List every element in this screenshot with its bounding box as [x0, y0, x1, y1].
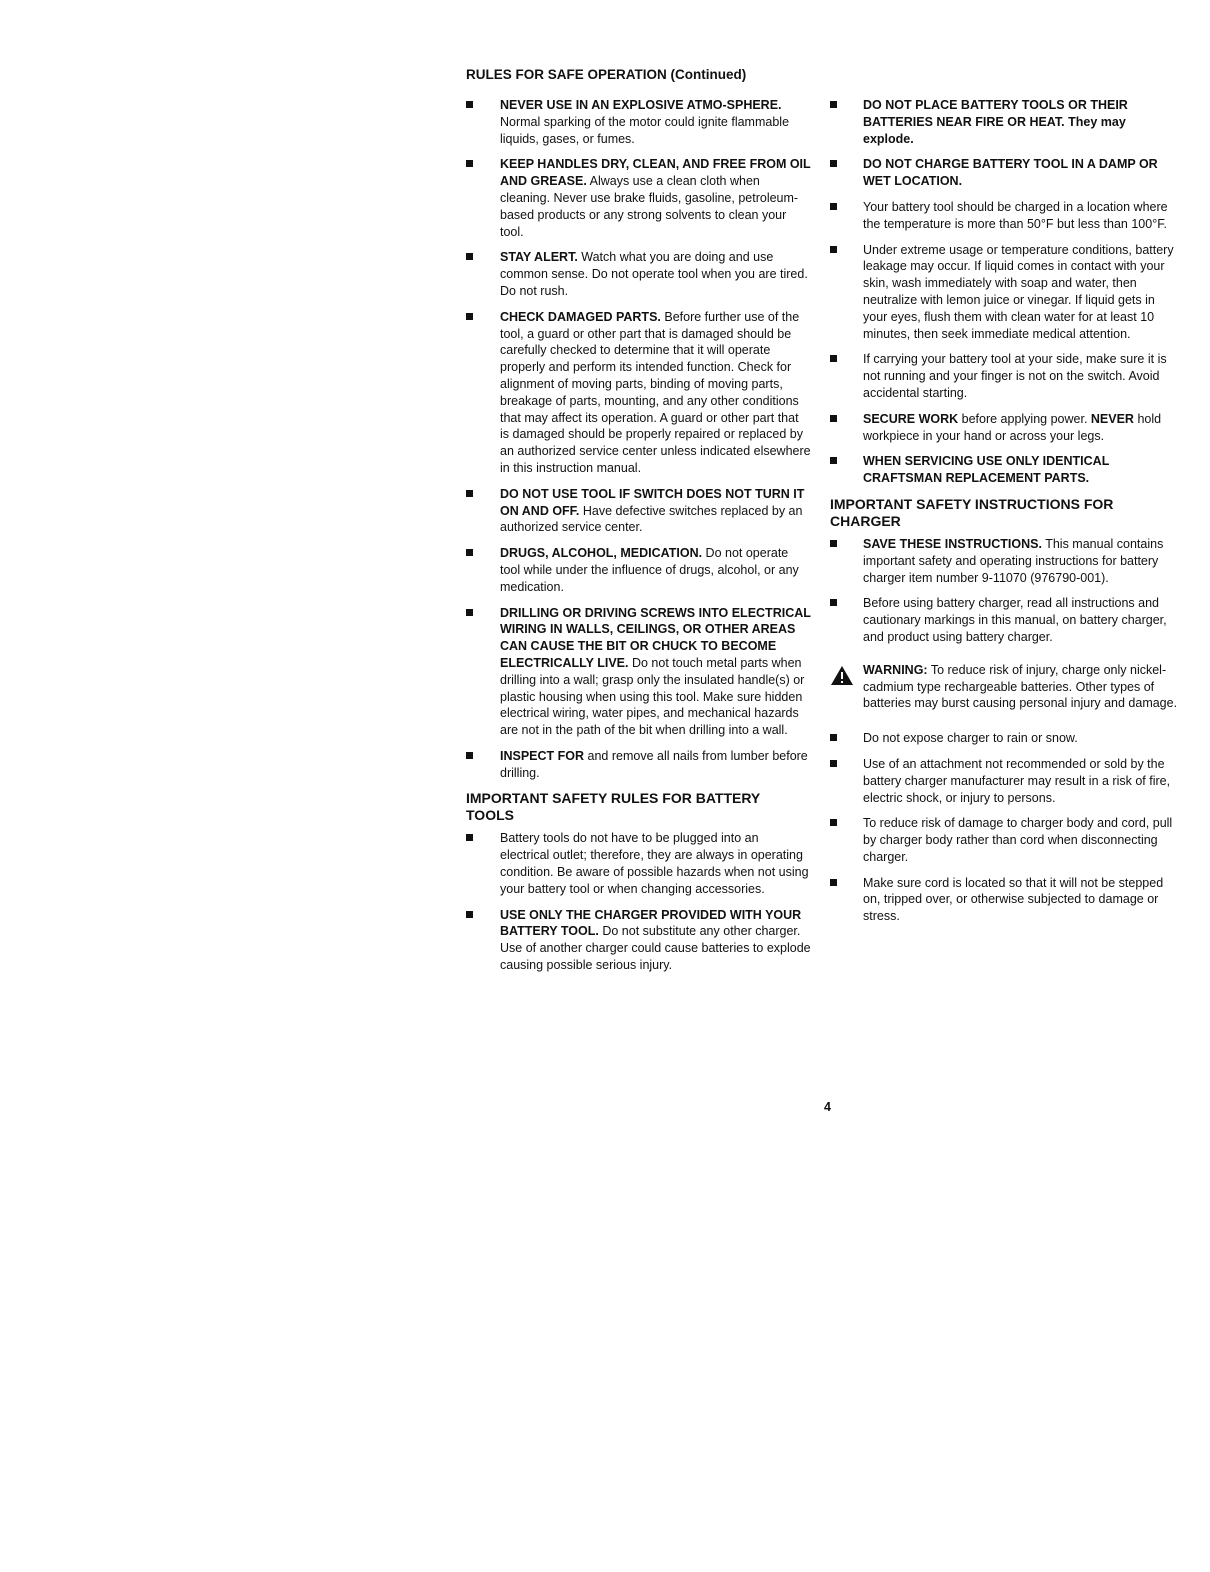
item-text: Watch what you are doing and use common sense. Do not operate tool when you are tired. Do not rush. — [500, 250, 808, 298]
bullet-icon — [830, 760, 837, 767]
list-item — [830, 536, 1178, 586]
item-text: Battery tools do not have to be plugged into an electrical outlet; therefore, they are always in operating condition. Be aware of possible hazards when not using your battery tool or when changing accessories. — [500, 831, 809, 896]
section-title-charger: IMPORTANT SAFETY INSTRUCTIONS FOR CHARGER — [830, 495, 1114, 529]
list-item — [830, 97, 1178, 147]
warning-block — [830, 662, 1178, 712]
item-lead-2: NEVER — [1090, 411, 1134, 426]
section-title-safe-operation: RULES FOR SAFE OPERATION (Continued) — [466, 67, 747, 82]
list-item — [466, 748, 811, 782]
item-text: before applying power. — [958, 411, 1091, 426]
item-lead: NEVER USE IN AN EXPLOSIVE ATMO-SPHERE. — [500, 98, 782, 112]
item-lead: DO NOT USE TOOL IF SWITCH DOES NOT TURN IT ON AND OFF. — [500, 486, 805, 518]
bullet-icon — [830, 540, 837, 547]
bullet-icon — [830, 246, 837, 253]
item-lead: CHECK DAMAGED PARTS. — [500, 309, 661, 324]
item-text: and remove all nails from lumber before drilling. — [500, 748, 808, 780]
right-column — [830, 97, 1178, 934]
item-text: Always use a clean cloth when cleaning. Never use brake fluids, gasoline, petroleum-based products or any strong solvents to clean your tool. — [500, 174, 799, 239]
item-text: This manual contains important safety and operating instructions for battery charger item number 9-11070 (976790-001). — [863, 536, 1164, 585]
item-text: Use of an attachment not recommended or sold by the battery charger manufacturer may result in a risk of fire, electric shock, or injury to persons. — [863, 756, 1171, 805]
list-item — [830, 595, 1178, 645]
list-item — [830, 199, 1178, 233]
bullet-icon — [830, 415, 837, 422]
item-lead: DRUGS, ALCOHOL, MEDICATION. — [500, 546, 703, 561]
bullet-icon — [830, 819, 837, 826]
item-text: Do not operate tool while under the influence of drugs, alcohol, or any medication. — [500, 546, 799, 594]
bullet-icon — [466, 609, 473, 616]
warning-triangle-icon — [830, 665, 854, 686]
list-item — [830, 756, 1178, 806]
warning-text: To reduce risk of injury, charge only nickel-cadmium type rechargeable batteries. Other types of batteries may burst causing personal injury and damage. — [863, 662, 1178, 711]
list-item — [466, 156, 811, 240]
list-item — [466, 486, 811, 536]
item-lead: DO NOT CHARGE BATTERY TOOL IN A DAMP OR WET LOCATION. — [863, 157, 1158, 189]
bullet-icon — [466, 313, 473, 320]
item-lead: WHEN SERVICING USE ONLY IDENTICAL CRAFTSMAN REPLACEMENT PARTS. — [863, 454, 1110, 486]
warning-label: WARNING: — [863, 662, 928, 677]
item-text-2: hold workpiece in your hand or across your legs. — [863, 411, 1162, 443]
list-item — [830, 411, 1178, 445]
list-item — [466, 907, 811, 974]
bullet-icon — [466, 253, 473, 260]
list-item — [830, 351, 1178, 401]
list-item — [466, 605, 811, 739]
bullet-icon — [830, 599, 837, 606]
item-text: To reduce risk of damage to charger body and cord, pull by charger body rather than cord when disconnecting charger. — [863, 816, 1173, 864]
bullet-icon — [830, 203, 837, 210]
item-text: Before using battery charger, read all instructions and cautionary markings in this manual, on battery charger, and product using battery charger. — [863, 596, 1167, 644]
section-title-battery-tools: IMPORTANT SAFETY RULES FOR BATTERY TOOLS — [466, 790, 761, 824]
left-column — [466, 66, 811, 983]
bullet-icon — [466, 911, 473, 918]
bullet-icon — [830, 734, 837, 741]
bullet-icon — [830, 101, 837, 108]
item-text: Do not substitute any other charger. Use of another charger could cause batteries to explode causing possible serious injury. — [500, 924, 811, 973]
item-text: Normal sparking of the motor could ignite flammable liquids, gases, or fumes. — [500, 114, 790, 146]
item-text: Under extreme usage or temperature conditions, battery leakage may occur. If liquid comes in contact with your skin, wash immediately with soap and water, then neutralize with lemon juice or vinegar. If liquid gets in your eyes, flush them with clean water for at least 10 minutes, then seek immediate medical attention. — [863, 242, 1174, 341]
list-item — [830, 156, 1178, 190]
item-text: Before further use of the tool, a guard or other part that is damaged should be carefully checked to determine that it will operate properly and perform its intended function. Check for alignment of moving parts, binding of moving parts, breakage of parts, mounting, and any other conditions that may affect its operation. A guard or other part that is damaged should be properly repaired or replaced by an authorized service center unless indicated elsewhere in this instruction manual. — [500, 309, 811, 475]
item-lead: SECURE WORK — [863, 411, 959, 426]
item-lead: USE ONLY THE CHARGER PROVIDED WITH YOUR BATTERY TOOL. — [500, 907, 802, 939]
list-item — [830, 730, 1178, 747]
item-text: If carrying your battery tool at your side, make sure it is not running and your finger is not on the switch. Avoid accidental starting. — [863, 352, 1167, 400]
bullet-icon — [466, 752, 473, 759]
bullet-icon — [830, 355, 837, 362]
bullet-icon — [466, 834, 473, 841]
item-lead: INSPECT FOR — [500, 748, 585, 763]
bullet-icon — [466, 160, 473, 167]
list-item — [830, 875, 1178, 925]
list-item — [466, 249, 811, 299]
bullet-icon — [466, 490, 473, 497]
list-item — [466, 97, 811, 147]
item-lead: DRILLING OR DRIVING SCREWS INTO ELECTRICAL WIRING IN WALLS, CEILINGS, OR OTHER AREAS CAN CAUSE THE BIT OR CHUCK TO BECOME ELECTRICALLY LIVE. — [500, 605, 811, 670]
list-item — [830, 242, 1178, 343]
list-item — [466, 309, 811, 477]
item-text: Make sure cord is located so that it will not be stepped on, tripped over, or otherwise subjected to damage or stress. — [863, 875, 1164, 924]
list-item — [466, 545, 811, 595]
item-lead: STAY ALERT. — [500, 250, 578, 265]
item-lead: DO NOT PLACE BATTERY TOOLS OR THEIR BATTERIES NEAR FIRE OR HEAT. They may explode. — [863, 98, 1128, 146]
page-number: 4 — [824, 1100, 831, 1114]
item-text: Do not expose charger to rain or snow. — [863, 731, 1078, 746]
bullet-icon — [466, 549, 473, 556]
item-lead: SAVE THESE INSTRUCTIONS. — [863, 536, 1042, 551]
item-text: Do not touch metal parts when drilling into a wall; grasp only the insulated handle(s) or plastic housing when using this tool. Make sure hidden electrical wiring, water pipes, and mechanical hazards are not in the path of the bit when drilling into a wall. — [500, 655, 805, 738]
bullet-icon — [466, 101, 473, 108]
bullet-icon — [830, 457, 837, 464]
list-item — [830, 815, 1178, 865]
list-item — [466, 830, 811, 897]
item-text: Your battery tool should be charged in a location where the temperature is more than 50°F but less than 100°F. — [863, 199, 1168, 231]
bullet-icon — [830, 160, 837, 167]
list-item — [830, 453, 1178, 487]
bullet-icon — [830, 879, 837, 886]
item-lead: KEEP HANDLES DRY, CLEAN, AND FREE FROM OIL AND GREASE. — [500, 157, 811, 189]
item-text: Have defective switches replaced by an authorized service center. — [500, 503, 803, 535]
